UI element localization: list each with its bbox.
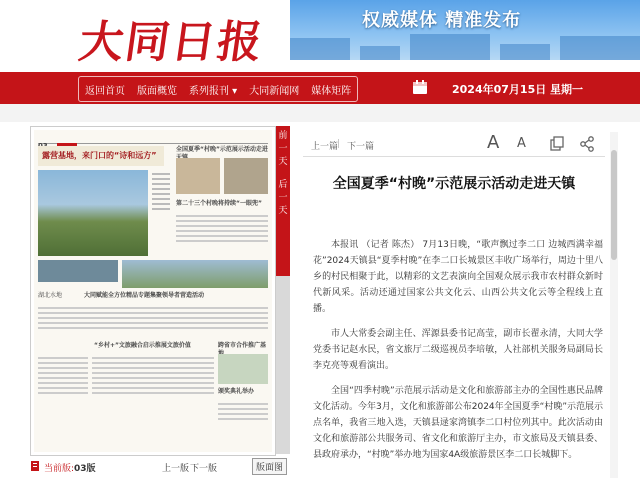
text-column — [152, 170, 170, 256]
prev-article-link[interactable]: 上一篇 — [311, 142, 339, 152]
page-icon — [30, 461, 40, 471]
font-increase-button[interactable]: A — [487, 132, 500, 153]
skyline-decoration — [360, 46, 400, 60]
side-tab-char: 天 — [278, 157, 288, 167]
text-block — [176, 212, 268, 256]
paper-sub-headline-1[interactable]: 全国夏季“村晚”示范展示活动走进 — [176, 146, 268, 153]
prev-page-link[interactable]: 上一版 — [162, 464, 190, 474]
nav-item-series[interactable]: 系列报刊 ▾ — [189, 85, 238, 97]
page-masthead — [38, 133, 268, 144]
side-strip — [276, 276, 290, 454]
photo-river[interactable] — [38, 260, 118, 282]
page-overview-button[interactable]: 版面图 — [252, 458, 287, 475]
newspaper-logo[interactable]: 大同日报 — [75, 17, 267, 68]
text-column — [218, 400, 268, 434]
photo-wetland[interactable] — [122, 260, 268, 288]
paper-sub-headline-5[interactable]: 跨省市合作推广基 — [218, 342, 267, 349]
text-column — [92, 354, 214, 434]
separator — [0, 104, 640, 122]
paper-sub-headline-4[interactable]: “乡村+”文旅融合启示推展文旅价值 — [94, 342, 191, 349]
photo-small[interactable] — [218, 354, 268, 384]
skyline-decoration — [410, 34, 490, 60]
side-tab-char: 前 — [278, 131, 288, 141]
issue-date: 2024年07月15日 星期一 — [452, 83, 584, 96]
article-scrollbar[interactable] — [610, 132, 618, 478]
side-tab-char: 一 — [278, 144, 288, 154]
text-block — [38, 304, 268, 340]
side-tab-char: 一 — [278, 193, 288, 203]
scrollbar-thumb[interactable] — [611, 150, 617, 260]
article-toolbar: 上一篇 | 下一篇 A A — [303, 132, 605, 157]
next-article-link[interactable]: 下一篇 — [347, 142, 375, 152]
article-body — [313, 237, 603, 472]
banner — [290, 0, 640, 60]
nav-menu — [78, 76, 358, 102]
nav-item-news-site[interactable]: 大同新闻网 — [249, 85, 300, 97]
calendar-icon[interactable] — [412, 80, 428, 95]
photo-landscape[interactable] — [38, 170, 148, 256]
current-page-value: 03版 — [74, 464, 96, 474]
copy-icon[interactable] — [549, 136, 565, 152]
article-panel — [303, 132, 605, 479]
article-paragraph: 市人大常委会副主任、浑源县委书记高莹，副市长翟永清，大同大学党委书记赵水民，省文旅厅二级巡视员李培敏，人社部机关服务局副局长李克亮等观看演出。 — [313, 329, 603, 371]
header — [0, 0, 640, 72]
article-title: 全国夏季“村晚”示范展示活动走进天镇 — [332, 176, 576, 192]
prev-next-day-tab[interactable] — [276, 126, 290, 276]
skyline-decoration — [500, 44, 550, 60]
newspaper-page-frame[interactable] — [30, 126, 276, 456]
paper-headline[interactable]: 露营基地，来门口的“诗和远方” — [42, 151, 157, 160]
side-tab-char: 后 — [278, 180, 288, 190]
page-controls — [30, 458, 290, 478]
paper-sub-headline-2[interactable]: 第二十三个村晚将持续“一眼兜” — [176, 200, 262, 207]
photo-stage[interactable] — [176, 158, 220, 194]
paper-sub-headline-6[interactable]: 湖北水地 — [38, 292, 63, 299]
text-column — [38, 354, 88, 434]
paper-sub-headline-3[interactable]: 大同赋能全方位精品专题集聚领导者营造活动 — [84, 292, 205, 299]
nav-item-overview[interactable]: 版面概览 — [137, 85, 177, 97]
nav-item-home[interactable]: 返回首页 — [85, 85, 125, 97]
share-icon[interactable] — [579, 136, 595, 152]
photo-crowd[interactable] — [224, 158, 268, 194]
skyline-decoration — [560, 36, 640, 60]
article-paragraph: 本报讯 （记者 陈杰） 7月13日晚，“歌声飘过李二口 边城西满幸福花”2024天镇县“夏季村晚”在李二口长城景区丰收广场举行，周边十里八乡的村民相聚于此，以精彩的文艺表演向全国观众展示我市农村群众新时代新风采。活动还通过国家公共文化云、山西公共文化云等全程线上直播。 — [313, 240, 603, 314]
current-page-label: 当前版: — [44, 464, 75, 474]
next-page-link[interactable]: 下一版 — [190, 464, 218, 474]
paper-sub-headline-7[interactable]: 颁奖典礼举办 — [218, 388, 255, 395]
nav-item-media[interactable]: 媒体矩阵 — [311, 85, 352, 97]
font-decrease-button[interactable]: A — [517, 136, 526, 151]
side-tab-char: 天 — [278, 206, 288, 216]
nav-bar — [0, 72, 640, 104]
newspaper-page[interactable] — [34, 130, 272, 452]
banner-slogan: 权威媒体 精准发布 — [362, 10, 522, 31]
article-paragraph: 全国“四季村晚”示范展示活动是文化和旅游部主办的全国性惠民品牌文化活动。今年3月，文化和旅游部公布2024年全国夏季“村晚”示范展示点名单，我省三地入选，天镇县逯家湾镇李二口村位列其中。此次活动由文化和旅游部公共服务司、省文化和旅游厅主办，市文旅局及天镇县委、县政府承办，“村晚”举办地为国家4A级旅游景区李二口长城脚下。 — [313, 386, 603, 460]
skyline-decoration — [290, 38, 350, 60]
